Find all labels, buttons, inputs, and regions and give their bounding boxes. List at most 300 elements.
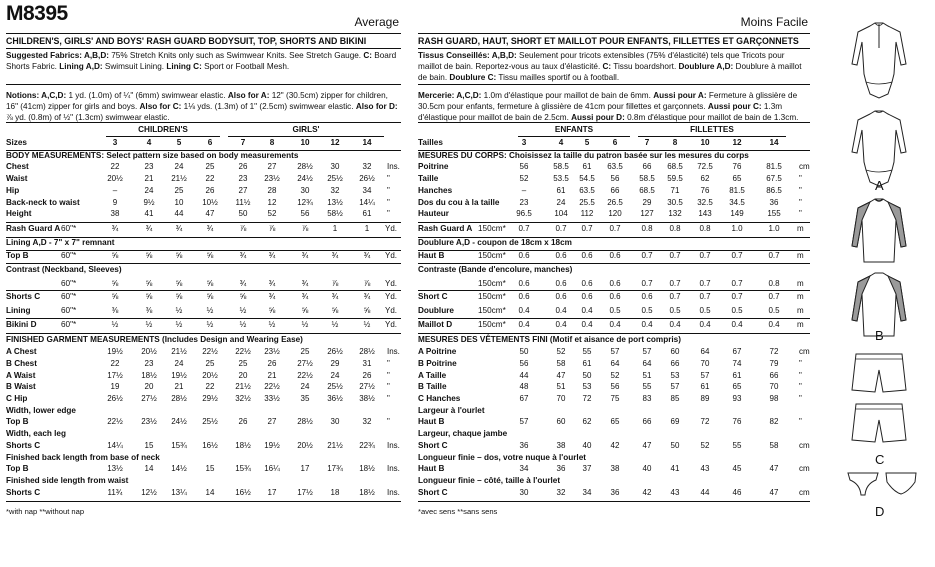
finished-value: 60 — [670, 347, 680, 357]
size-heading: 4 — [558, 138, 564, 147]
measurement-value: 61 — [362, 209, 372, 219]
measurement-value: – — [112, 185, 118, 195]
measurement-value: 14¼ — [359, 197, 375, 207]
size-heading: 3 — [112, 138, 118, 147]
finished-value: 52 — [610, 370, 620, 380]
measurement-label: Waist — [6, 174, 28, 184]
view-a-label: A — [875, 178, 884, 193]
finished-value: 58 — [556, 358, 566, 368]
unit-label: " — [387, 185, 390, 195]
yardage-value: ⅜ — [145, 306, 153, 316]
measurement-value: 25 — [205, 162, 215, 172]
yardage-value: 0.5 — [731, 306, 743, 316]
measurement-value: 68.5 — [667, 162, 683, 172]
finished-value: 28½ — [359, 347, 375, 357]
finished-value: 32½ — [235, 394, 251, 403]
finished-value: 74 — [732, 358, 742, 368]
finished-value: 36½ — [327, 394, 343, 403]
unit-label: m — [797, 223, 804, 233]
unit-label: " — [799, 370, 802, 380]
yardage-value: ⅝ — [363, 306, 371, 316]
yardage-value: ¾ — [268, 292, 276, 302]
finished-label: Top B — [6, 464, 29, 474]
finished-label: Top B — [6, 417, 29, 427]
finished-label: Largeur, chaque jambe — [418, 429, 508, 439]
divider — [418, 48, 810, 49]
measurement-value: 71 — [670, 185, 680, 195]
unit-label: m — [797, 292, 804, 302]
finished-value: 26½ — [107, 394, 123, 403]
finished-value: 31 — [362, 358, 372, 368]
yardage-value: 0.5 — [699, 306, 711, 316]
unit-label: Yd. — [385, 278, 398, 288]
size-group-heading: ENFANTS — [554, 125, 594, 134]
finished-value: 30 — [519, 487, 529, 497]
paragraph-label: C: — [363, 51, 372, 60]
group-underline — [228, 136, 384, 137]
finished-value: 14 — [205, 487, 215, 497]
yardage-value: 0.7 — [641, 251, 653, 261]
finished-value: 16¼ — [264, 464, 280, 474]
yardage-value: 0.6 — [555, 251, 567, 261]
paragraph-text: Seulement pour tricots extensibles (75% d'élasticité) tels que Tricots pour maillot de bain. Reportez-vous au taux d'élasticité. — [418, 51, 785, 72]
measurement-value: 132 — [668, 209, 682, 219]
measurement-value: 53.5 — [553, 174, 569, 184]
yardage-label: Contraste (Bande d'encolure, manches) — [418, 265, 573, 274]
finished-value: 75 — [610, 394, 620, 403]
finished-value: 50 — [519, 347, 529, 357]
yardage-label: Short C — [418, 292, 448, 302]
finished-value: 32 — [556, 487, 566, 497]
finished-value: 26 — [238, 417, 248, 427]
finished-measurements-heading: FINISHED GARMENT MEASUREMENTS (Includes Design and Wearing Ease) — [6, 334, 303, 344]
finished-value: 57 — [610, 347, 620, 357]
measurement-label: Height — [6, 209, 32, 219]
finished-value: 24 — [300, 382, 310, 392]
measurement-value: 56 — [610, 174, 620, 184]
finished-value: 22½ — [107, 417, 123, 427]
measurement-value: 56 — [300, 209, 310, 219]
finished-value: 64 — [700, 347, 710, 357]
paragraph-text: Swimsuit Lining. — [102, 62, 167, 72]
size-heading: 4 — [146, 138, 152, 147]
measurement-value: 81.5 — [766, 162, 782, 172]
yardage-value: ⅝ — [111, 251, 119, 261]
finished-value: 15 — [205, 464, 215, 474]
measurement-value: 21½ — [171, 174, 187, 184]
unit-label: cm — [799, 347, 810, 357]
yardage-label: Lining — [6, 306, 31, 316]
sizes-label: Tailles — [418, 138, 443, 147]
paragraph-text: 1.3m d'élastique pour maillot de bain de 2.5cm. — [418, 102, 783, 123]
finished-value: 22 — [110, 358, 120, 368]
yardage-value: 0.6 — [641, 292, 653, 302]
finished-value: 56 — [519, 358, 529, 368]
finished-label: Haut B — [418, 417, 445, 427]
paragraph-text: 75% Stretch Knits only such as Swimwear Knits. See Stretch Gauge. — [108, 51, 364, 60]
nap-footnote: *with nap **without nap — [6, 507, 85, 517]
measurement-value: 24 — [556, 197, 566, 207]
yardage-value: 0.8 — [669, 223, 681, 233]
finished-value: 61 — [700, 382, 710, 392]
finished-value: 22½ — [297, 370, 313, 380]
fabrics-paragraph — [418, 50, 810, 84]
finished-value: 17½ — [297, 487, 313, 497]
yardage-label: Rash Guard A — [6, 223, 61, 233]
finished-value: 25 — [300, 347, 310, 357]
finished-value: 19 — [110, 382, 120, 392]
yardage-value: ¾ — [301, 251, 309, 261]
measurement-value: 63.5 — [579, 185, 595, 195]
finished-value: 19½ — [264, 440, 280, 450]
finished-label: A Taille — [418, 370, 447, 380]
finished-value: 60 — [556, 417, 566, 427]
yardage-value: ½ — [301, 319, 309, 329]
finished-value: 53 — [582, 382, 592, 392]
yardage-value: 0.6 — [609, 292, 621, 302]
yardage-value: ¾ — [268, 278, 276, 288]
measurement-label: Hanches — [418, 185, 453, 195]
paragraph-label: Also for C: — [139, 102, 182, 112]
finished-value: 72 — [582, 394, 592, 403]
finished-value: 44 — [519, 370, 529, 380]
measurement-value: 44 — [174, 209, 184, 219]
unit-label: Ins. — [387, 347, 400, 357]
bikini-front-sketch — [846, 470, 880, 498]
finished-value: 35 — [300, 394, 310, 403]
divider — [6, 318, 401, 319]
finished-value: 34 — [519, 464, 529, 474]
finished-value: 24 — [330, 370, 340, 380]
unit-label: " — [387, 174, 390, 184]
yardage-value: ⅝ — [331, 306, 339, 316]
finished-value: 26 — [362, 370, 372, 380]
measurement-value: 24 — [174, 162, 184, 172]
finished-value: 27 — [267, 417, 277, 427]
paragraph-label: Aussi pour D: — [571, 113, 625, 123]
yardage-value: ¾ — [239, 251, 247, 261]
yardage-label: Maillot D — [418, 319, 453, 329]
finished-value: 46 — [732, 487, 742, 497]
size-heading: 5 — [176, 138, 182, 147]
yardage-label: Shorts C — [6, 292, 41, 302]
paragraph-text: Board Shorts Fabric. — [6, 51, 397, 72]
yardage-value: ¾ — [363, 292, 371, 302]
finished-value: 22½ — [202, 347, 218, 357]
fabric-width: 150cm* — [478, 251, 506, 261]
fabric-width: 60"* — [61, 251, 77, 261]
paragraph-text: Tissu mailles sportif ou à football. — [496, 73, 620, 83]
yardage-value: 0.4 — [581, 306, 593, 316]
finished-value: 42 — [642, 487, 652, 497]
finished-value: 26 — [267, 358, 277, 368]
finished-value: 36 — [556, 464, 566, 474]
finished-value: 26½ — [327, 347, 343, 357]
measurement-value: 58½ — [327, 209, 343, 219]
lining-note: Lining A,D - 7" x 7" remnant — [6, 237, 115, 247]
finished-value: 12½ — [141, 487, 157, 497]
yardage-value: 0.7 — [669, 292, 681, 302]
unit-label: " — [799, 197, 802, 207]
divider — [6, 222, 401, 223]
finished-label: B Waist — [6, 382, 36, 392]
measurement-value: 10 — [174, 197, 184, 207]
yardage-value: 0.8 — [641, 223, 653, 233]
size-heading: 8 — [269, 138, 275, 147]
measurement-value: 127 — [640, 209, 654, 219]
finished-value: 56 — [610, 382, 620, 392]
fabric-width: 150cm* — [478, 306, 506, 316]
yardage-value: ⅝ — [145, 292, 153, 302]
finished-value: 79 — [769, 358, 779, 368]
measurement-value: 34 — [362, 185, 372, 195]
notions-paragraph — [418, 90, 810, 124]
finished-label: B Poitrine — [418, 358, 457, 368]
unit-label: m — [797, 306, 804, 316]
unit-label: Ins. — [387, 487, 400, 497]
yardage-value: ¾ — [268, 251, 276, 261]
finished-value: 61 — [732, 370, 742, 380]
finished-value: 62 — [582, 417, 592, 427]
finished-value: 21 — [267, 370, 277, 380]
measurement-value: 143 — [698, 209, 712, 219]
view-b-label: B — [875, 328, 884, 343]
finished-value: 29 — [330, 358, 340, 368]
shorts-back-sketch — [850, 400, 908, 446]
finished-value: 47 — [642, 440, 652, 450]
divider — [418, 290, 810, 291]
fabric-width: 60"* — [61, 306, 77, 316]
unit-label: cm — [799, 440, 810, 450]
unit-label: " — [799, 394, 802, 403]
measurement-value: 104 — [554, 209, 568, 219]
divider — [418, 122, 810, 123]
finished-value: 47 — [556, 370, 566, 380]
measurement-value: 21 — [144, 174, 154, 184]
yardage-value: ¾ — [301, 292, 309, 302]
finished-label: Shorts C — [6, 487, 41, 497]
measurement-value: 56 — [519, 162, 529, 172]
finished-value: 89 — [700, 394, 710, 403]
measurement-value: 26 — [238, 162, 248, 172]
measurement-value: 52 — [519, 174, 529, 184]
unit-label: " — [799, 174, 802, 184]
finished-value: 20½ — [297, 440, 313, 450]
measurement-value: 112 — [580, 209, 594, 219]
unit-label: cm — [799, 162, 810, 172]
finished-label: C Hanches — [418, 394, 461, 403]
finished-value: 22½ — [264, 382, 280, 392]
measurement-value: 65 — [732, 174, 742, 184]
yardage-label: Doublure — [418, 306, 454, 316]
measurement-label: Chest — [6, 162, 29, 172]
finished-label: B Taille — [418, 382, 447, 392]
unit-label: m — [797, 278, 804, 288]
pattern-number: M8395 — [6, 2, 68, 25]
finished-value: 11¾ — [107, 487, 123, 497]
size-heading: 6 — [612, 138, 618, 147]
finished-value: 15 — [144, 440, 154, 450]
unit-label: " — [799, 185, 802, 195]
measurement-value: 23½ — [264, 174, 280, 184]
measurement-value: 63.5 — [607, 162, 623, 172]
yardage-value: ¾ — [175, 223, 183, 233]
finished-value: 44 — [700, 487, 710, 497]
paragraph-label: Suggested Fabrics: A,B,D: — [6, 51, 109, 60]
unit-label: Ins. — [387, 440, 400, 450]
measurement-value: 22 — [110, 162, 120, 172]
unit-label: Ins. — [387, 464, 400, 474]
unit-label: " — [387, 417, 390, 427]
finished-value: 40 — [642, 464, 652, 474]
shorts-front-sketch — [850, 350, 908, 396]
finished-value: 67 — [519, 394, 529, 403]
finished-value: 21 — [174, 382, 184, 392]
yardage-value: 0.4 — [581, 319, 593, 329]
finished-value: 45 — [732, 464, 742, 474]
finished-value: 55 — [732, 440, 742, 450]
finished-value: 18½ — [359, 487, 375, 497]
measurement-value: 25½ — [327, 174, 343, 184]
measurement-value: 68.5 — [639, 185, 655, 195]
yardage-label: Top B — [6, 251, 29, 261]
paragraph-label: Also for A: — [227, 91, 270, 100]
finished-value: 72 — [700, 417, 710, 427]
yardage-value: 0.4 — [555, 319, 567, 329]
yardage-value: ⅝ — [175, 278, 183, 288]
measurement-value: 27 — [267, 162, 277, 172]
finished-value: 37 — [582, 464, 592, 474]
yardage-value: ¾ — [331, 251, 339, 261]
unit-label: " — [387, 370, 390, 380]
finished-label: A Waist — [6, 370, 36, 380]
finished-label: Haut B — [418, 464, 445, 474]
finished-value: 82 — [769, 417, 779, 427]
yardage-value: ½ — [206, 306, 214, 316]
unit-label: cm — [799, 464, 810, 474]
measurement-value: 28 — [267, 185, 277, 195]
finished-label: Short C — [418, 440, 448, 450]
finished-value: 58 — [769, 440, 779, 450]
finished-value: 19½ — [107, 347, 123, 357]
yardage-label: Contrast (Neckband, Sleeves) — [6, 265, 122, 274]
measurement-value: 67.5 — [766, 174, 782, 184]
yardage-value: 0.4 — [669, 319, 681, 329]
yardage-value: 0.6 — [518, 251, 530, 261]
yardage-value: 0.7 — [581, 223, 593, 233]
measurement-value: 27 — [238, 185, 248, 195]
finished-value: 20 — [238, 370, 248, 380]
finished-value: 69 — [670, 417, 680, 427]
yardage-value: 0.7 — [731, 278, 743, 288]
finished-value: 23½ — [141, 417, 157, 427]
fabric-width: 150cm* — [478, 278, 506, 288]
paragraph-label: C: — [602, 62, 612, 72]
garment-sketches — [840, 20, 935, 560]
sizes-label: Sizes — [6, 138, 27, 147]
yardage-value: 0.5 — [641, 306, 653, 316]
yardage-value: ½ — [239, 306, 247, 316]
difficulty-level: Average — [354, 15, 399, 29]
measurement-label: Back-neck to waist — [6, 197, 80, 207]
size-group-heading: GIRLS' — [292, 125, 320, 134]
yardage-value: ¾ — [111, 223, 119, 233]
unit-label: " — [799, 417, 802, 427]
paragraph-label: Also for D: — [355, 102, 398, 112]
paragraph-text: Fermeture à glissière de 30.5cm pour enfants, fermeture à glissière de 41cm pour fillettes et garçonnets. — [418, 91, 798, 112]
finished-label: Longueur finie – dos, votre nuque à l'ourlet — [418, 452, 586, 462]
yardage-value: 1 — [364, 223, 370, 233]
paragraph-label: Lining C: — [166, 62, 202, 72]
finished-value: 23 — [144, 358, 154, 368]
finished-value: 57 — [642, 347, 652, 357]
yardage-value: 0.6 — [555, 278, 567, 288]
yardage-value: ⅝ — [111, 292, 119, 302]
yardage-value: ½ — [111, 319, 119, 329]
finished-value: 14 — [144, 464, 154, 474]
measurement-value: 25 — [174, 185, 184, 195]
yardage-value: 1.0 — [731, 223, 743, 233]
finished-value: 28½ — [297, 417, 313, 427]
finished-value: 18½ — [359, 464, 375, 474]
measurement-value: 47 — [205, 209, 215, 219]
unit-label: " — [799, 358, 802, 368]
unit-label: Yd. — [385, 223, 398, 233]
yardage-value: 0.5 — [669, 306, 681, 316]
divider — [418, 222, 810, 223]
measurement-value: 58.5 — [639, 174, 655, 184]
measurement-value: 34.5 — [729, 197, 745, 207]
yardage-label: Bikini D — [6, 319, 37, 329]
size-heading: 3 — [521, 138, 527, 147]
finished-value: 47 — [769, 464, 779, 474]
measurement-value: 28½ — [297, 162, 313, 172]
finished-value: 64 — [610, 358, 620, 368]
size-heading: 14 — [769, 138, 779, 147]
yardage-value: 0.8 — [768, 278, 780, 288]
yardage-value: 0.4 — [699, 319, 711, 329]
yardage-value: ⅝ — [206, 292, 214, 302]
fabric-width: 60"* — [61, 292, 77, 302]
measurement-value: 29 — [642, 197, 652, 207]
finished-value: 22 — [205, 382, 215, 392]
yardage-label: Rash Guard A — [418, 223, 473, 233]
finished-value: 42 — [610, 440, 620, 450]
yardage-value: ⅝ — [145, 278, 153, 288]
divider — [418, 263, 810, 264]
finished-value: 20½ — [202, 370, 218, 380]
measurement-label: Hip — [6, 185, 20, 195]
measurement-value: 24½ — [297, 174, 313, 184]
yardage-value: ¾ — [145, 223, 153, 233]
fabric-width: 60"* — [61, 319, 77, 329]
finished-value: 55 — [582, 347, 592, 357]
finished-value: 29½ — [202, 394, 218, 403]
measurement-value: 9 — [112, 197, 118, 207]
finished-label: C Hip — [6, 394, 28, 403]
finished-value: 33½ — [264, 394, 280, 403]
size-group-heading: CHILDREN'S — [138, 125, 188, 134]
finished-value: 57 — [700, 370, 710, 380]
paragraph-text: 12" (30.5cm) zipper for children, 16" (41cm) zipper for girls and boys. — [6, 91, 388, 112]
fabric-width: 60"* — [61, 223, 77, 233]
size-heading: 8 — [672, 138, 678, 147]
size-heading: 14 — [362, 138, 372, 147]
paragraph-label: Doublure C: — [449, 73, 497, 83]
measurement-value: 62 — [700, 174, 710, 184]
finished-label: Largeur à l'ourlet — [418, 405, 485, 415]
measurement-value: 26.5 — [607, 197, 623, 207]
